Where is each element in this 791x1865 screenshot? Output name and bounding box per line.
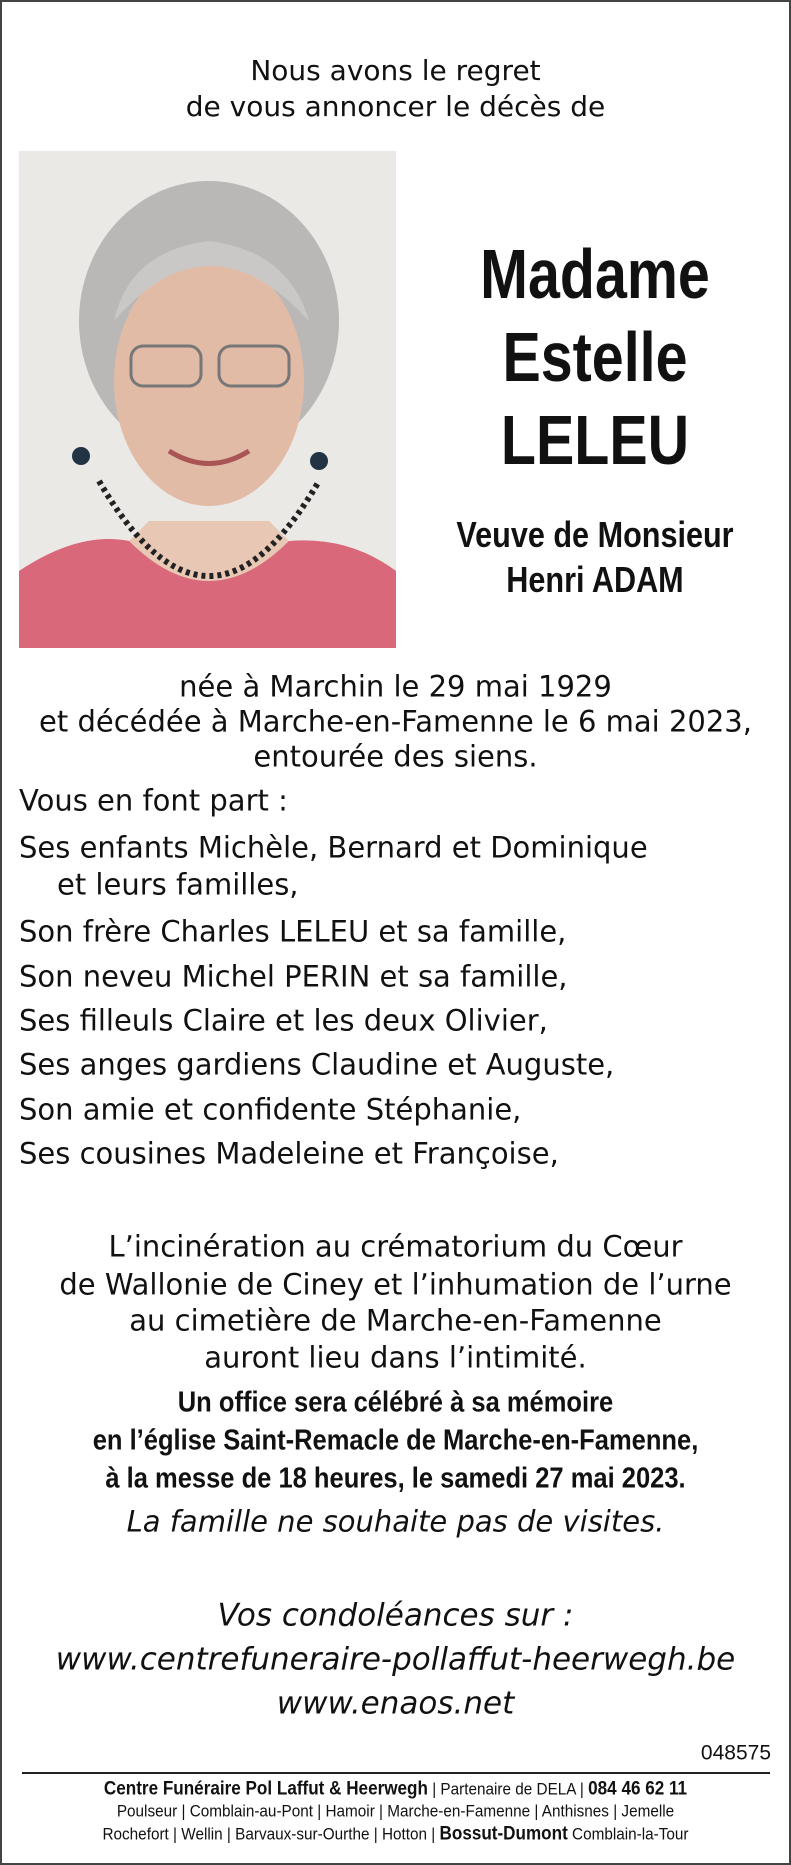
ceremony-line: L’incinération au crématorium du Cœur — [108, 1229, 683, 1264]
family-item: Ses filleuls Claire et les deux Olivier, — [19, 1003, 548, 1038]
office-line: en l’église Saint-Remacle de Marche-en-Famenne, — [92, 1424, 699, 1457]
family-item: Ses enfants Michèle, Bernard et Dominique — [19, 830, 648, 865]
ceremony-line: au cimetière de Marche-en-Famenne — [129, 1303, 662, 1338]
family-item: et leurs familles, — [57, 867, 299, 902]
office-line: à la messe de 18 heures, le samedi 27 mai 2023. — [105, 1462, 686, 1495]
death-line: et décédée à Marche-en-Famenne le 6 mai 2023, — [39, 704, 752, 739]
birth-line: née à Marchin le 29 mai 1929 — [179, 669, 612, 704]
family-item: Son neveu Michel PERIN et sa famille, — [19, 959, 568, 994]
footer-divider — [22, 1772, 770, 1774]
announce-label: Vous en font part : — [19, 783, 288, 818]
footer-locations-2 — [40, 1825, 752, 1844]
deceased-first-name: Estelle — [502, 318, 688, 396]
reference-number: 048575 — [700, 1741, 771, 1765]
condolences-link[interactable]: www.enaos.net — [276, 1685, 515, 1722]
deceased-last-name: LELEU — [500, 401, 690, 479]
intro-line: Nous avons le regret — [250, 54, 541, 87]
intro-line: de vous annoncer le décès de — [185, 90, 606, 123]
condolences-label: Vos condoléances sur : — [217, 1597, 574, 1634]
location: Comblain-la-Tour — [572, 1824, 689, 1844]
family-item: Son frère Charles LELEU et sa famille, — [19, 914, 567, 949]
portrait-photo — [19, 151, 396, 648]
footer-company-line: Centre Funéraire Pol Laffut & Heerwegh | Partenaire de DELA | 084 46 62 11 — [103, 1778, 688, 1800]
condolences-link[interactable]: www.centrefuneraire-pollaffut-heerwegh.be — [55, 1641, 736, 1678]
bossut-dumont: Bossut-Dumont — [439, 1823, 568, 1845]
family-item: Son amie et confidente Stéphanie, — [19, 1092, 522, 1127]
spouse-name: Henri ADAM — [506, 559, 684, 600]
locations: Rochefort | Wellin | Barvaux-sur-Ourthe | Hotton | — [102, 1824, 436, 1844]
ceremony-line: auront lieu dans l’intimité. — [204, 1340, 587, 1375]
surrounded-line: entourée des siens. — [253, 739, 538, 774]
footer-locations: Poulseur | Comblain-au-Pont | Hamoir | Marche-en-Famenne | Anthisnes | Jemelle — [116, 1801, 675, 1821]
spouse-line: Veuve de Monsieur — [456, 514, 734, 555]
partner: Partenaire de DELA — [440, 1779, 576, 1799]
office-line: Un office sera célébré à sa mémoire — [177, 1386, 614, 1419]
deceased-title: Madame — [480, 235, 710, 313]
visits-note: La famille ne souhaite pas de visites. — [126, 1504, 665, 1539]
company-name: Centre Funéraire Pol Laffut & Heerwegh — [103, 1778, 428, 1800]
family-item: Ses cousines Madeleine et Françoise, — [19, 1136, 559, 1171]
phone: 084 46 62 11 — [588, 1778, 688, 1800]
ceremony-line: de Wallonie de Ciney et l’inhumation de l’urne — [59, 1267, 732, 1302]
family-item: Ses anges gardiens Claudine et Auguste, — [19, 1047, 615, 1082]
